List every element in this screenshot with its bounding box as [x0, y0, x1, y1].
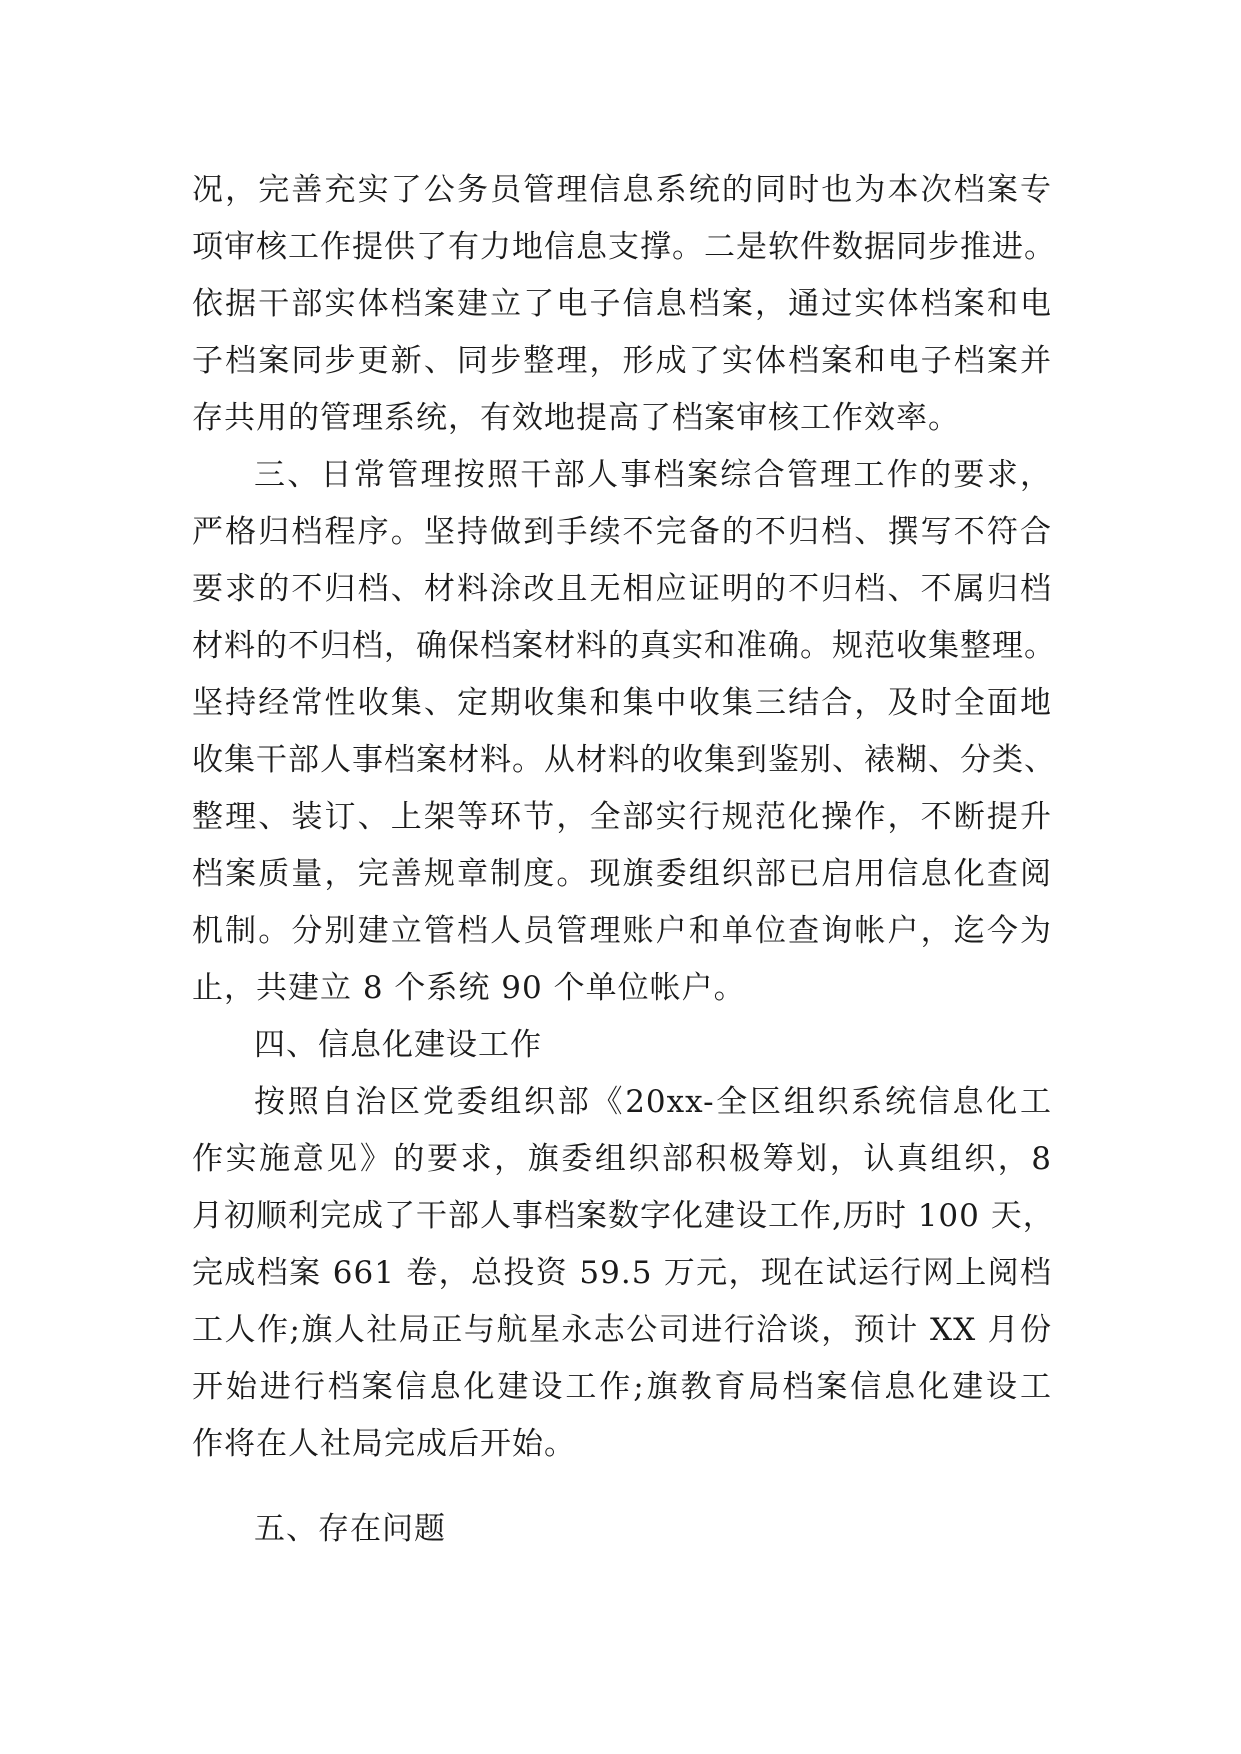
paragraph-line: 坚持经常性收集、定期收集和集中收集三结合，及时全面地	[192, 685, 1052, 721]
paragraph-line: 工人作;旗人社局正与航星永志公司进行洽谈，预计 XX 月份	[192, 1312, 1052, 1348]
paragraph-line: 整理、装订、上架等环节，全部实行规范化操作，不断提升	[192, 799, 1052, 835]
paragraph-gap	[192, 1473, 1052, 1501]
paragraph-line: 况，完善充实了公务员管理信息系统的同时也为本次档案专	[192, 172, 1052, 208]
paragraph-line: 机制。分别建立管档人员管理账户和单位查询帐户，迄今为	[192, 913, 1052, 949]
paragraph-line: 止，共建立 8 个系统 90 个单位帐户。	[192, 970, 746, 1006]
paragraph-line: 严格归档程序。坚持做到手续不完备的不归档、撰写不符合	[192, 514, 1052, 550]
paragraph-line: 存共用的管理系统，有效地提高了档案审核工作效率。	[192, 400, 960, 436]
paragraph-line: 按照自治区党委组织部《20xx-全区组织系统信息化工	[254, 1084, 1052, 1120]
document-body	[192, 162, 1056, 1558]
paragraph-line: 月初顺利完成了干部人事档案数字化建设工作,历时 100 天，	[192, 1198, 1055, 1234]
paragraph-line: 开始进行档案信息化建设工作;旗教育局档案信息化建设工	[192, 1369, 1052, 1405]
paragraph-line: 完成档案 661 卷，总投资 59.5 万元，现在试运行网上阅档	[192, 1255, 1052, 1291]
paragraph-line: 收集干部人事档案材料。从材料的收集到鉴别、裱糊、分类、	[192, 742, 1056, 778]
paragraph-line: 要求的不归档、材料涂改且无相应证明的不归档、不属归档	[192, 571, 1052, 607]
paragraph-line: 依据干部实体档案建立了电子信息档案，通过实体档案和电	[192, 286, 1052, 322]
section-heading-informatization: 四、信息化建设工作	[254, 1027, 542, 1063]
paragraph-line: 材料的不归档，确保档案材料的真实和准确。规范收集整理。	[192, 628, 1056, 664]
paragraph-line: 作实施意见》的要求，旗委组织部积极筹划，认真组织，8	[192, 1141, 1052, 1177]
section-heading-existing-problems: 五、存在问题	[254, 1511, 446, 1547]
paragraph-line: 项审核工作提供了有力地信息支撑。二是软件数据同步推进。	[192, 229, 1056, 265]
paragraph-line: 子档案同步更新、同步整理，形成了实体档案和电子档案并	[192, 343, 1052, 379]
paragraph-line: 档案质量，完善规章制度。现旗委组织部已启用信息化查阅	[192, 856, 1052, 892]
paragraph-line: 作将在人社局完成后开始。	[192, 1426, 576, 1462]
section-heading-daily-management: 三、日常管理按照干部人事档案综合管理工作的要求，	[254, 457, 1052, 493]
